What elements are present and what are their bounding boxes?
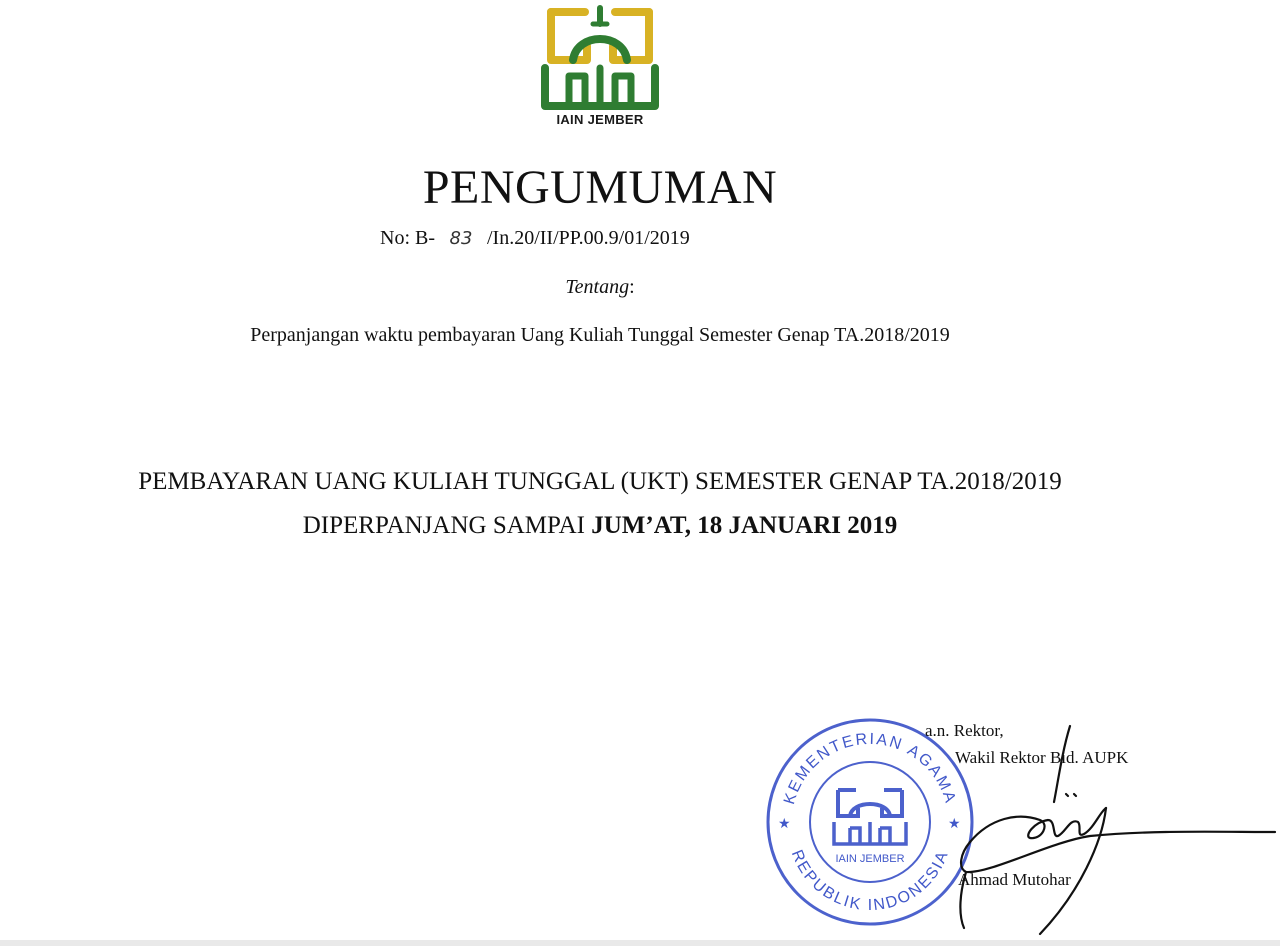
stamp-bottom-text: REPUBLIK INDONESIA [787, 847, 953, 915]
logo-caption: IAIN JEMBER [556, 112, 644, 127]
main-message-prefix: DIPERPANJANG SAMPAI [302, 512, 592, 539]
main-message-line-2 [0, 512, 1200, 540]
page-title: PENGUMUMAN [422, 161, 778, 214]
stamp-star-right: ★ [948, 815, 961, 831]
deadline-date: JUM’AT, 18 JANUARI 2019 [591, 512, 898, 539]
about-label-text: Tentang [565, 276, 630, 298]
signature-title-line-2: Wakil Rektor Bid. AUPK [955, 748, 1129, 767]
announcement-number [380, 227, 840, 250]
subject-line: Perpanjangan waktu pembayaran Uang Kuliah Tunggal Semester Genap TA.2018/2019 [250, 324, 950, 346]
about-label [0, 276, 1200, 299]
handwritten-signature [930, 722, 1280, 944]
stamp-star-left: ★ [778, 815, 791, 831]
number-handwritten: 83 [449, 228, 473, 249]
about-colon: : [629, 276, 635, 298]
number-suffix: /In.20/II/PP.00.9/01/2019 [487, 227, 690, 249]
signature-title-line-1: a.n. Rektor, [925, 721, 1004, 740]
number-prefix: No: B- [380, 227, 435, 249]
page-edge [0, 940, 1280, 946]
signatory-name: Ahmad Mutohar [958, 870, 1071, 889]
stamp-top-text: KEMENTERIAN AGAMA [781, 730, 959, 807]
stamp-center-text: IAIN JEMBER [835, 853, 905, 865]
iain-jember-logo [537, 2, 663, 130]
main-message-line-1: PEMBAYARAN UANG KULIAH TUNGGAL (UKT) SEMESTER GENAP TA.2018/2019 [138, 468, 1062, 495]
